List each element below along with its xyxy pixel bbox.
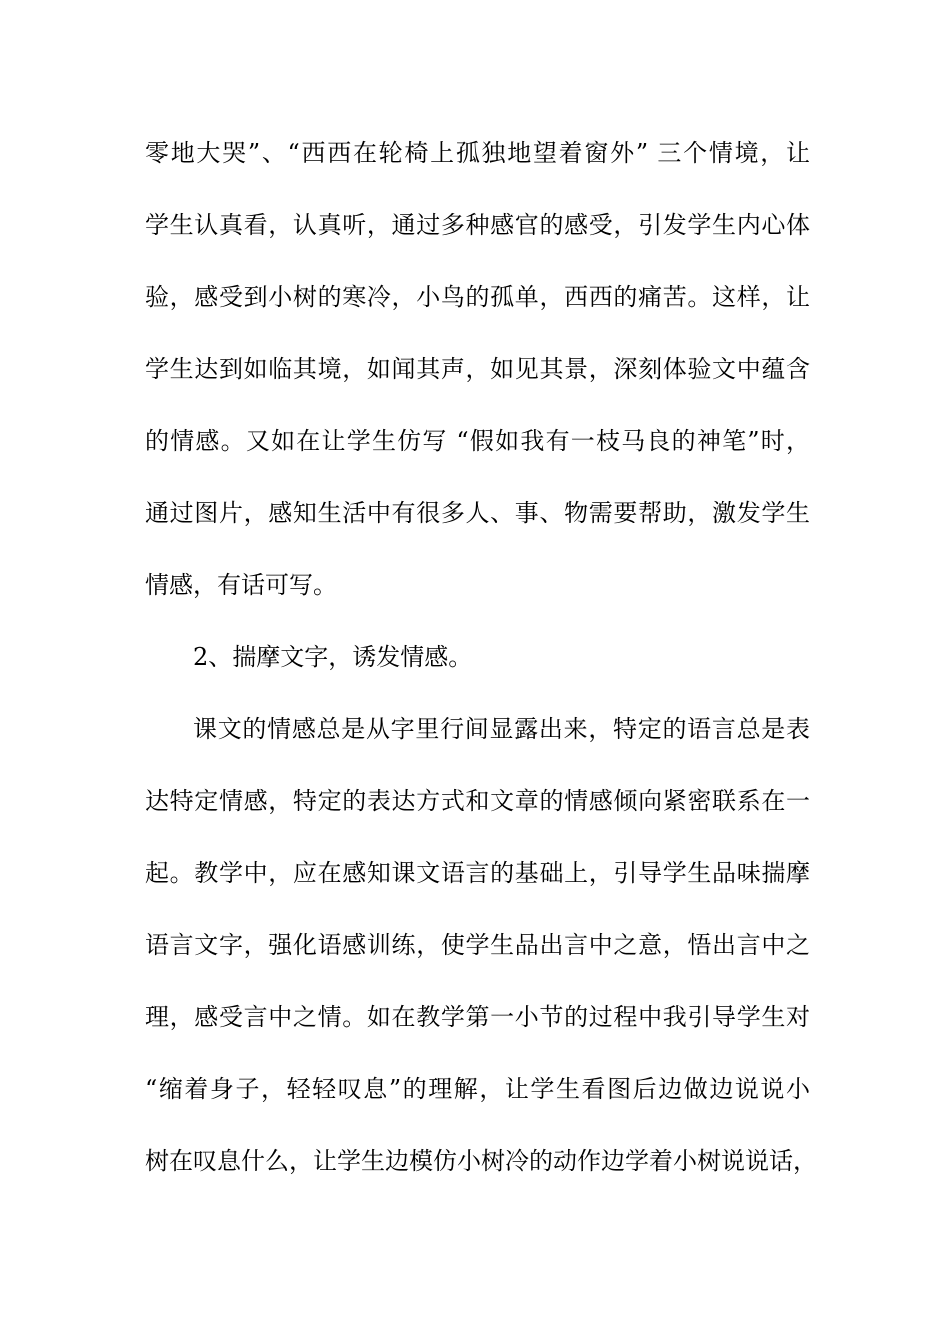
text-line-11: 起。教学中，应在感知课文语言的基础上，引导学生品味揣摩 xyxy=(145,859,810,887)
text-line-1: 零地大哭”、“西西在轮椅上孤独地望着窗外” 三个情境，让 xyxy=(145,139,810,167)
text-line-14: “缩着身子，轻轻叹息”的理解，让学生看图后边做边说说小 xyxy=(145,1075,810,1103)
text-line-13: 理，感受言中之情。如在教学第一小节的过程中我引导学生对 xyxy=(145,1003,810,1031)
section-heading: 2、揣摩文字，诱发情感。 xyxy=(193,643,473,671)
text-line-2: 学生认真看，认真听，通过多种感官的感受，引发学生内心体 xyxy=(145,211,810,239)
text-line-3: 验，感受到小树的寒冷，小鸟的孤单，西西的痛苦。这样，让 xyxy=(145,283,810,311)
text-line-12: 语言文字，强化语感训练，使学生品出言中之意，悟出言中之 xyxy=(145,931,810,959)
text-line-6: 通过图片，感知生活中有很多人、事、物需要帮助，激发学生 xyxy=(145,499,810,527)
text-line-10: 达特定情感，特定的表达方式和文章的情感倾向紧密联系在一 xyxy=(145,787,810,815)
text-line-7: 情感，有话可写。 xyxy=(145,571,337,599)
text-line-9: 课文的情感总是从字里行间显露出来，特定的语言总是表 xyxy=(193,715,810,743)
text-line-15: 树在叹息什么，让学生边模仿小树冷的动作边学着小树说说话， xyxy=(145,1147,817,1175)
text-line-4: 学生达到如临其境，如闻其声，如见其景，深刻体验文中蕴含 xyxy=(145,355,810,383)
text-line-5: 的情感。又如在让学生仿写 “假如我有一枝马良的神笔”时， xyxy=(145,427,810,455)
